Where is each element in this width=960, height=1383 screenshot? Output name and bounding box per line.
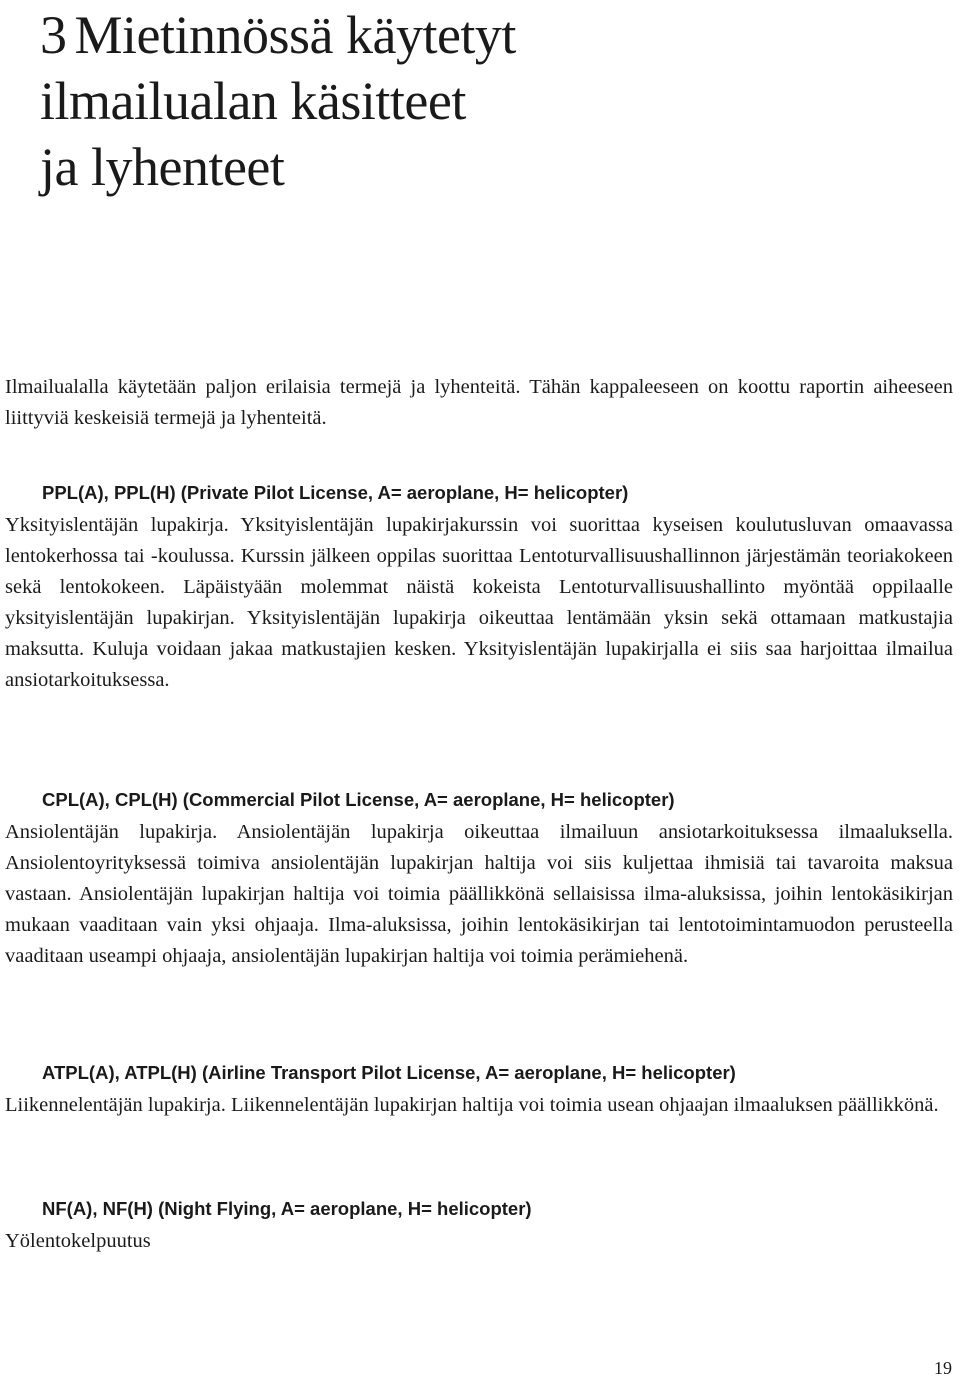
- term-body-nf: Yölentokelpuutus: [5, 1230, 151, 1252]
- page-number: 19: [934, 1358, 952, 1378]
- term-heading-cpl: CPL(A), CPL(H) (Commercial Pilot License, A= aeroplane, H= helicopter): [42, 789, 675, 810]
- chapter-title-text-1: Mietinnössä käytetyt: [74, 5, 516, 65]
- term-heading-nf: NF(A), NF(H) (Night Flying, A= aeroplane, H= helicopter): [42, 1198, 532, 1219]
- intro-paragraph: Ilmailualalla käytetään paljon erilaisia termejä ja lyhenteitä. Tähän kappaleeseen on koottu raportin aiheeseen liittyviä keskeisiä termejä ja lyhenteitä.: [5, 376, 953, 429]
- term-heading-atpl: ATPL(A), ATPL(H) (Airline Transport Pilot License, A= aeroplane, H= helicopter): [42, 1062, 736, 1083]
- term-heading-ppl: PPL(A), PPL(H) (Private Pilot License, A= aeroplane, H= helicopter): [42, 482, 629, 503]
- chapter-number: 3: [40, 5, 67, 65]
- chapter-title: [40, 2, 920, 200]
- chapter-title-line-1: [40, 2, 920, 68]
- term-section-nf: [5, 1196, 953, 1257]
- term-section-atpl: [5, 1060, 953, 1121]
- term-body-cpl: Ansiolentäjän lupakirja. Ansiolentäjän lupakirja oikeuttaa ilmailuun ansiotarkoituksessa ilmaaluksella. Ansiolentoyrityksessä toimiva ansiolentäjän lupakirjan haltija voi siis kuljettaa ihmisiä tai tavaroita maksua vastaan. Ansiolentäjän lupakirjan haltija voi toimia päällikkönä sellaisissa ilma-aluksissa, joihin lentokäsikirjan mukaan vaaditaan vain yksi ohjaaja. Ilma-aluksissa, joihin lentokäsikirjan tai lentotoimintamuodon perusteella vaaditaan useampi ohjaaja, ansiolentäjän lupakirjan haltija voi toimia perämiehenä.: [5, 821, 953, 967]
- chapter-title-line-2: ilmailualan käsitteet: [40, 71, 466, 131]
- term-body-atpl: Liikennelentäjän lupakirja. Liikennelentäjän lupakirjan haltija voi toimia usean ohjaajan ilmaaluksen päällikkönä.: [5, 1094, 939, 1116]
- term-body-ppl: Yksityislentäjän lupakirja. Yksityislentäjän lupakirjakurssin voi suorittaa kyseisen koulutusluvan omaavassa lentokerhossa tai -koulussa. Kurssin jälkeen oppilas suorittaa Lentoturvallisuushallinnon järjestämän teoriakokeen sekä lentokokeen. Läpäistyään molemmat näistä kokeista Lentoturvallisuushallinto myöntää oppilaalle yksityislentäjän lupakirjan. Yksityislentäjän lupakirja oikeuttaa lentämään yksin sekä ottamaan matkustajia maksutta. Kuluja voidaan jakaa matkustajien kesken. Yksityislentäjän lupakirjalla ei siis saa harjoittaa ilmailua ansiotarkoituksessa.: [5, 514, 953, 691]
- chapter-title-line-3: ja lyhenteet: [40, 137, 285, 197]
- term-section-cpl: [5, 787, 953, 972]
- term-section-ppl: [5, 480, 953, 696]
